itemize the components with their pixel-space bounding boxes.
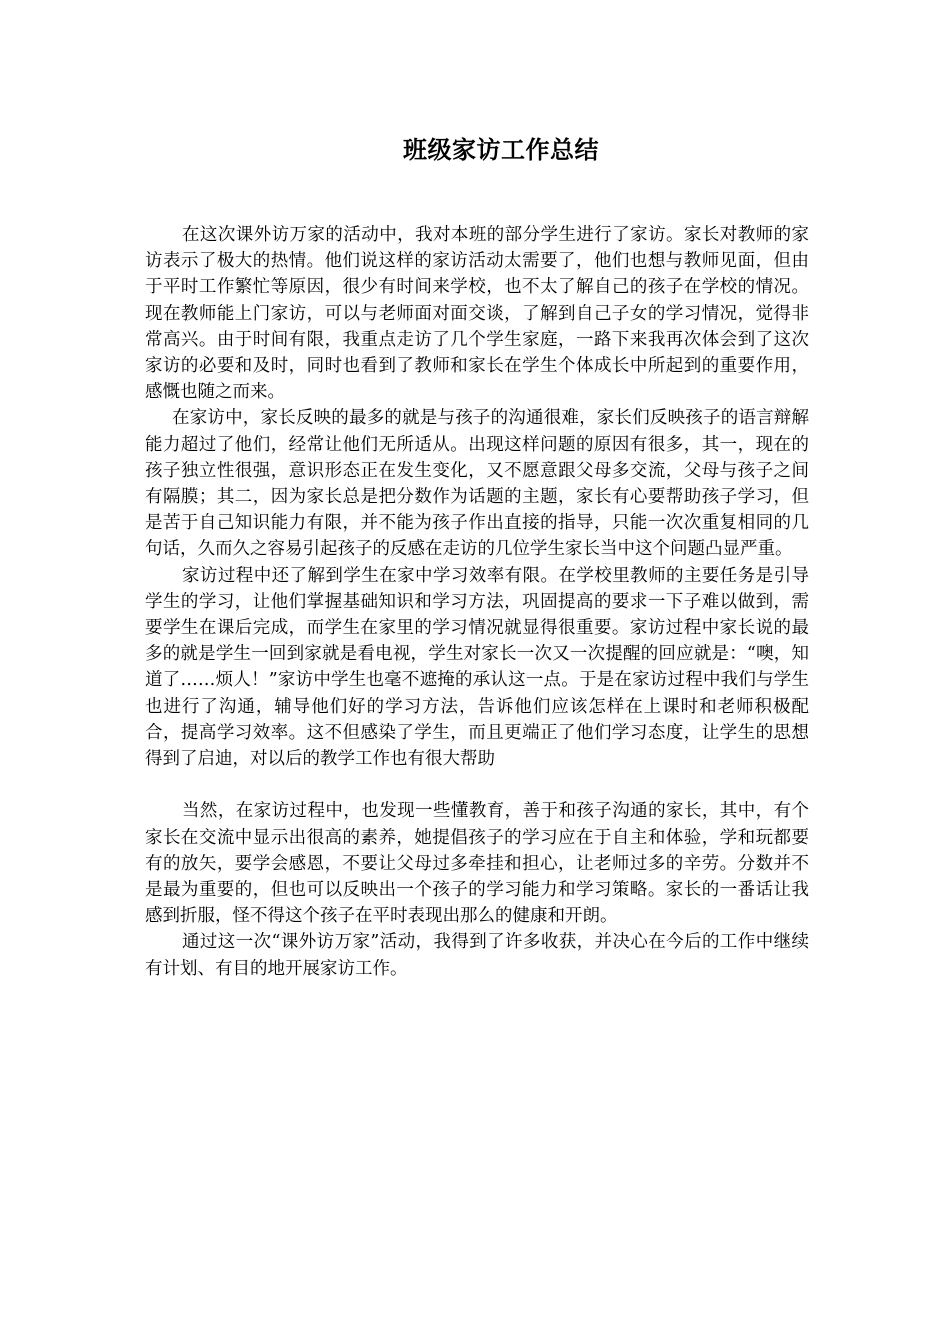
paragraph-5: 通过这一次“课外访万家”活动，我得到了许多收获，并决心在今后的工作中继续有计划、有目的地开展家访工作。 xyxy=(145,932,809,979)
paragraph-3: 家访过程中还了解到学生在家中学习效率有限。在学校里教师的主要任务是引导学生的学习，让他们掌握基础知识和学习方法，巩固提高的要求一下子难以做到，需要学生在课后完成，而学生在家里的学习情况就显得很重要。家访过程中家长说的最多的就是学生一回到家就是看电视，学生对家长一次又一次提醒的回应就是：“噢，知道了……烦人！”家访中学生也毫不遮掩的承认这一点。于是在家访过程中我们与学生也进行了沟通，辅导他们好的学习方法，告诉他们应该怎样在上课时和老师积极配合，提高学习效率。这不但感染了学生，而且更端正了他们学习态度，让学生的思想得到了启迪，对以后的教学工作也有很大帮助 xyxy=(145,565,809,770)
document-body xyxy=(145,222,809,982)
paragraph-2: 在家访中，家长反映的最多的就是与孩子的沟通很难，家长们反映孩子的语言辩解能力超过了他们，经常让他们无所适从。出现这样问题的原因有很多，其一，现在的孩子独立性很强，意识形态正在发生变化，又不愿意跟父母多交流，父母与孩子之间有隔膜；其二，因为家长总是把分数作为话题的主题，家长有心要帮助孩子学习，但是苦于自己知识能力有限，并不能为孩子作出直接的指导，只能一次次重复相同的几句话，久而久之容易引起孩子的反感在走访的几位学生家长当中这个问题凸显严重。 xyxy=(145,408,809,560)
paragraph-gap xyxy=(145,772,809,798)
paragraph-1: 在这次课外访万家的活动中，我对本班的部分学生进行了家访。家长对教师的家访表示了极大的热情。他们说这样的家访活动太需要了，他们也想与教师见面，但由于平时工作繁忙等原因，很少有时间来学校，也不太了解自己的孩子在学校的情况。现在教师能上门家访，可以与老师面对面交谈，了解到自己子女的学习情况，觉得非常高兴。由于时间有限，我重点走访了几个学生家庭，一路下来我再次体会到了这次家访的必要和及时，同时也看到了教师和家长在学生个体成长中所起到的重要作用，感慨也随之而来。 xyxy=(145,225,809,403)
paragraph-4: 当然，在家访过程中，也发现一些懂教育，善于和孩子沟通的家长，其中，有个家长在交流中显示出很高的素养，她提倡孩子的学习应在于自主和体验，学和玩都要有的放矢，要学会感恩，不要让父母过多牵挂和担心，让老师过多的辛劳。分数并不是最为重要的，但也可以反映出一个孩子的学习能力和学习策略。家长的一番话让我感到折服，怪不得这个孩子在平时表现出那么的健康和开朗。 xyxy=(145,801,809,927)
document-title: 班级家访工作总结 xyxy=(403,135,599,164)
